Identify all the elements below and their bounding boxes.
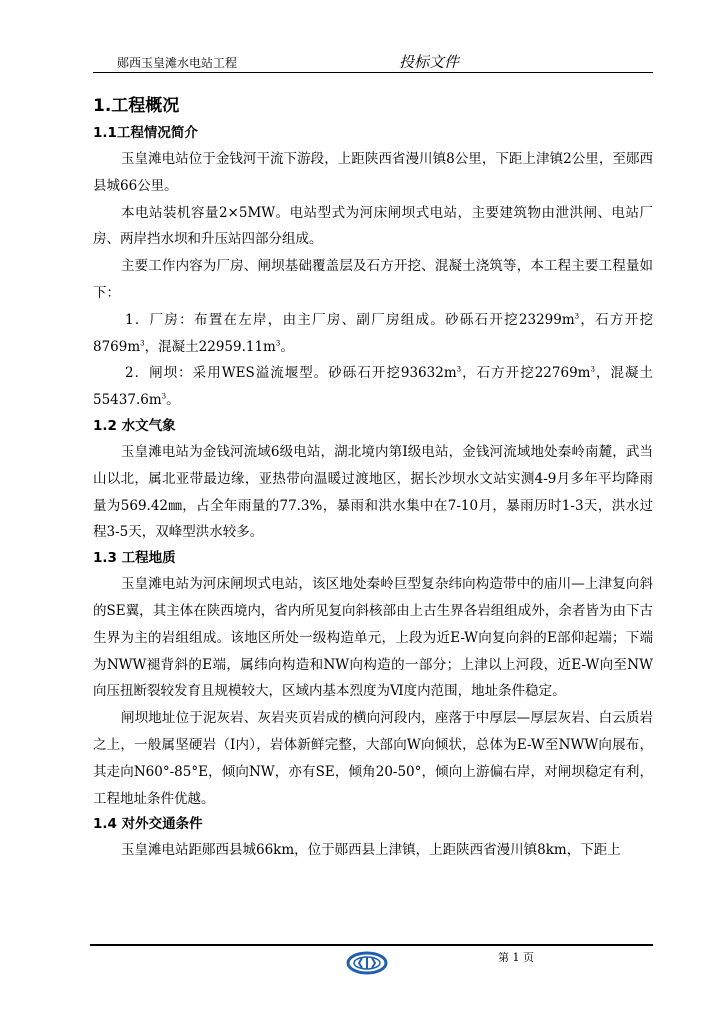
paragraph: 玉皇滩电站为河床闸坝式电站，该区地处秦岭巨型复杂纬向构造带中的庙川—上津复向斜的SE翼，其主体在陕西境内，省内所见复向斜核部由上古生界各岩组组成外，余者皆为由下古生界为主的岩组组成。该地区所处一级构造单元，上段为近E-W向复向斜的E部仰起端；下端为NWW褪背斜的E端，属纬向构造和NW向构造的一部分；上津以上河段，近E-W向至NW向压扭断裂较发育且规模较大，区域内基本烈度为Ⅵ度内范围，地址条件稳定。 — [93, 576, 653, 700]
project-name: 郧西玉皇滩水电站工程 — [117, 56, 238, 70]
list-item-powerhouse: 1．厂房：布置在左岸，由主厂房、副厂房组成。砂砾石开挖$23299m^3$，石方开挖$8769m^3$，混凝土$22959.11m^3$。 — [93, 311, 653, 355]
paragraph: 主要工作内容为厂房、闸坝基础覆盖层及石方开挖、混凝土浇筑等，本工程主要工程量如下： — [93, 258, 653, 301]
list-item-dam: 2．闸坝：采用WES溢流堰型。砂砾石开挖$93632m^3$，石方开挖$22769m^3$，混凝土$55437.6m^3$。 — [93, 365, 654, 409]
subsection-title-1-2: 1.2 水文气象 — [93, 417, 176, 434]
subsection-title-1-1: 1.1工程情况简介 — [93, 125, 198, 141]
section-title: 1.工程概况 — [93, 96, 180, 116]
page-header — [93, 50, 653, 73]
company-logo-icon — [346, 951, 388, 979]
page-number: 第 1 页 — [498, 951, 534, 964]
footer-divider — [90, 944, 653, 946]
subsection-title-1-3: 1.3 工程地质 — [93, 550, 176, 567]
paragraph: 闸坝地址位于泥灰岩、灰岩夹页岩成的横向河段内，座落于中厚层—厚层灰岩、白云质岩之上，一般属坚硬岩（Ⅰ内），岩体新鲜完整，大部向W向倾状，总体为E-W至NWW向展布，其走向N60°-85°E，倾向NW，亦有SE，倾角20-50°，倾向上游偏右岸，对闸坝稳定有利，工程地址条件优越。 — [93, 710, 653, 807]
paragraph: 本电站装机容量2×5MW。电站型式为河床闸坝式电站，主要建筑物由泄洪闸、电站厂房、两岸挡水坝和升压站四部分组成。 — [93, 204, 653, 248]
document-body — [93, 91, 653, 864]
subsection-title-1-4: 1.4 对外交通条件 — [93, 816, 203, 833]
document-type: 投标文件 — [399, 53, 460, 71]
paragraph: 玉皇滩电站为金钱河流域6级电站，湖北境内第Ⅰ级电站，金钱河流域地处秦岭南麓，武当山以北，属北亚带最边缘，亚热带向温暖过渡地区，据长沙坝水文站实测4-9月多年平均降雨量为569.42㎜，占全年雨量的77.3%，暴雨和洪水集中在7-10月，暴雨历时1-3天，洪水过程3-5天，双峰型洪水较多。 — [93, 443, 653, 541]
paragraph: 玉皇滩电站位于金钱河干流下游段，上距陕西省漫川镇8公里，下距上津镇2公里，至郧西县城66公里。 — [93, 151, 653, 194]
paragraph: 玉皇滩电站距郧西县城66km，位于郧西县上津镇，上距陕西省漫川镇8km，下距上 — [121, 842, 621, 859]
